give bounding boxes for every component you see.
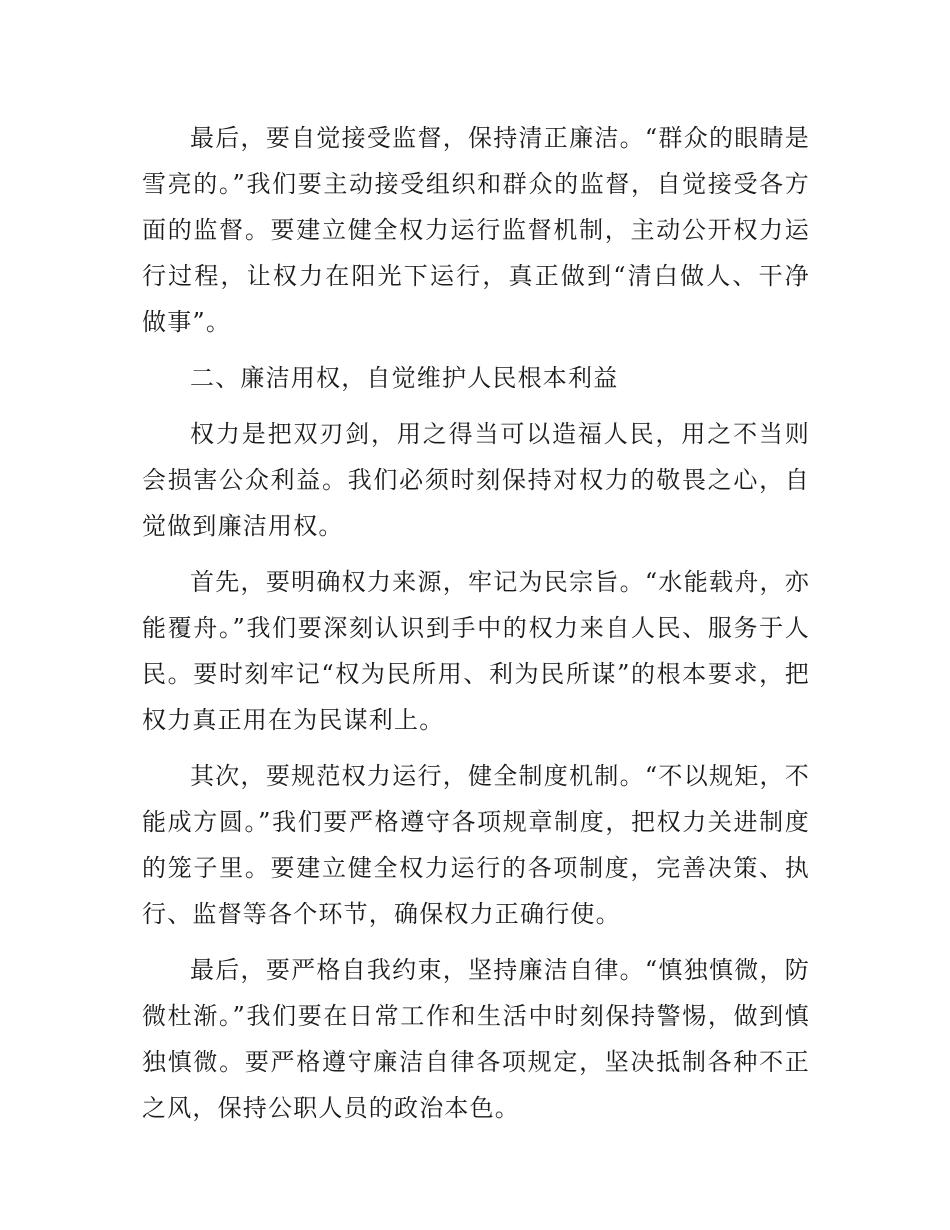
paragraph-supervision: 最后，要自觉接受监督，保持清正廉洁。“群众的眼睛是雪亮的。”我们要主动接受组织和群众的监督，自觉接受各方面的监督。要建立健全权力运行监督机制，主动公开权力运行过程，让权力在阳光下运行，真正做到“清白做人、干净做事”。 [142,124,810,336]
paragraph-power-regulation: 其次，要规范权力运行，健全制度机制。“不以规矩，不能成方圆。”我们要严格遵守各项规章制度，把权力关进制度的笼子里。要建立健全权力运行的各项制度，完善决策、执行、监督等各个环节，确保权力正确行使。 [142,762,810,928]
paragraph-power-source: 首先，要明确权力来源，牢记为民宗旨。“水能载舟，亦能覆舟。”我们要深刻认识到手中的权力来自人民、服务于人民。要时刻牢记“权为民所用、利为民所谋”的根本要求，把权力真正用在为民谋利上。 [142,568,810,734]
paragraph-power-intro: 权力是把双刃剑，用之得当可以造福人民，用之不当则会损害公众利益。我们必须时刻保持对权力的敬畏之心，自觉做到廉洁用权。 [142,420,810,540]
document-page [142,115,810,1141]
section-heading-2: 二、廉洁用权，自觉维护人民根本利益 [190,364,619,392]
paragraph-self-discipline: 最后，要严格自我约束，坚持廉洁自律。“慎独慎微，防微杜渐。”我们要在日常工作和生活中时刻保持警惕，做到慎独慎微。要严格遵守廉洁自律各项规定，坚决抵制各种不正之风，保持公职人员的政治本色。 [142,956,810,1122]
